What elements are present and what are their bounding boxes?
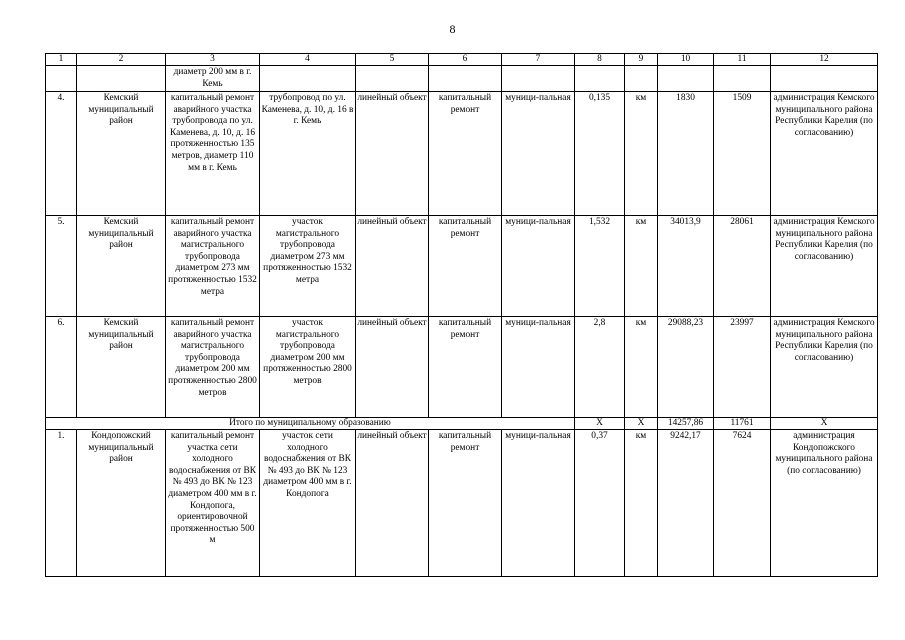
table-cell (625, 66, 658, 92)
work-cell: капитальный ремонт (429, 317, 502, 418)
work-cell: капитальный ремонт (429, 430, 502, 577)
table-cell (46, 66, 77, 92)
object-cell: трубопровод по ул. Каменева, д. 10, д. 16 в г. Кемь (260, 92, 356, 216)
table-cell (575, 66, 625, 92)
row-number: 1. (46, 430, 77, 577)
column-number: 2 (77, 54, 166, 66)
responsible-cell: администрация Кемского муниципального района Республики Карелия (по согласованию) (771, 92, 878, 216)
table-row (46, 317, 878, 418)
summary-cell: Х (575, 418, 625, 430)
ownership-cell: муници-пальная (502, 317, 575, 418)
table-row (46, 430, 878, 577)
column-number: 11 (714, 54, 771, 66)
ownership-cell: муници-пальная (502, 430, 575, 577)
length-cell: 2,8 (575, 317, 625, 418)
summary-cell: 11761 (714, 418, 771, 430)
table-cell: диаметр 200 мм в г. Кемь (166, 66, 260, 92)
continuation-row (46, 66, 878, 92)
column-number: 6 (429, 54, 502, 66)
table-cell (356, 66, 429, 92)
unit-cell: км (625, 92, 658, 216)
table-cell (502, 66, 575, 92)
row-number: 6. (46, 317, 77, 418)
district-cell: Кондопожский муниципальный район (77, 430, 166, 577)
table-cell (714, 66, 771, 92)
column-number: 9 (625, 54, 658, 66)
event-cell: капитальный ремонт аварийного участка магистрального трубопровода диаметром 200 мм протяженностью 2800 метров (166, 317, 260, 418)
event-cell: капитальный ремонт участка сети холодного водоснабжения от ВК № 493 до ВК № 123 диаметром 400 мм в г. Кондопога, ориентировочной протяженностью 500 м (166, 430, 260, 577)
district-cell: Кемский муниципальный район (77, 317, 166, 418)
column-number: 10 (658, 54, 714, 66)
unit-cell: км (625, 216, 658, 317)
type-cell: линейный объект (356, 92, 429, 216)
object-cell: участок магистрального трубопровода диаметром 273 мм протяженностью 1532 метра (260, 216, 356, 317)
cost-part-cell: 7624 (714, 430, 771, 577)
column-number: 8 (575, 54, 625, 66)
row-number: 5. (46, 216, 77, 317)
table-cell (77, 66, 166, 92)
responsible-cell: администрация Кемского муниципального района Республики Карелия (по согласованию) (771, 317, 878, 418)
ownership-cell: муници-пальная (502, 216, 575, 317)
responsible-cell: администрация Кондопожского муниципального района (по согласованию) (771, 430, 878, 577)
document-table (45, 53, 878, 577)
column-number: 5 (356, 54, 429, 66)
column-number: 12 (771, 54, 878, 66)
event-cell: капитальный ремонт аварийного участка трубопровода по ул. Каменева, д. 10, д. 16 протяженностью 135 метров, диаметр 110 мм в г. Кемь (166, 92, 260, 216)
type-cell: линейный объект (356, 317, 429, 418)
column-number: 1 (46, 54, 77, 66)
summary-cell: 14257,86 (658, 418, 714, 430)
table-cell (260, 66, 356, 92)
summary-cell: Х (771, 418, 878, 430)
type-cell: линейный объект (356, 216, 429, 317)
summary-cell: Х (625, 418, 658, 430)
unit-cell: км (625, 430, 658, 577)
object-cell: участок магистрального трубопровода диаметром 200 мм протяженностью 2800 метров (260, 317, 356, 418)
column-number: 3 (166, 54, 260, 66)
unit-cell: км (625, 317, 658, 418)
column-number-row (46, 54, 878, 66)
summary-row (46, 418, 878, 430)
cost-part-cell: 23997 (714, 317, 771, 418)
length-cell: 0,135 (575, 92, 625, 216)
district-cell: Кемский муниципальный район (77, 92, 166, 216)
cost-total-cell: 9242,17 (658, 430, 714, 577)
summary-label: Итого по муниципальному образованию (46, 418, 575, 430)
table-cell (658, 66, 714, 92)
cost-total-cell: 29088,23 (658, 317, 714, 418)
row-number: 4. (46, 92, 77, 216)
cost-total-cell: 1830 (658, 92, 714, 216)
district-cell: Кемский муниципальный район (77, 216, 166, 317)
column-number: 7 (502, 54, 575, 66)
column-number: 4 (260, 54, 356, 66)
table-row (46, 92, 878, 216)
table-cell (771, 66, 878, 92)
cost-total-cell: 34013,9 (658, 216, 714, 317)
type-cell: линейный объект (356, 430, 429, 577)
cost-part-cell: 28061 (714, 216, 771, 317)
cost-part-cell: 1509 (714, 92, 771, 216)
table-cell (429, 66, 502, 92)
work-cell: капитальный ремонт (429, 216, 502, 317)
work-cell: капитальный ремонт (429, 92, 502, 216)
responsible-cell: администрация Кемского муниципального района Республики Карелия (по согласованию) (771, 216, 878, 317)
table-row (46, 216, 878, 317)
ownership-cell: муници-пальная (502, 92, 575, 216)
object-cell: участок сети холодного водоснабжения от ВК № 493 до ВК № 123 диаметром 400 мм в г. Кондопога (260, 430, 356, 577)
page-number: 8 (449, 22, 456, 36)
length-cell: 0,37 (575, 430, 625, 577)
length-cell: 1,532 (575, 216, 625, 317)
event-cell: капитальный ремонт аварийного участка магистрального трубопровода диаметром 273 мм протяженностью 1532 метра (166, 216, 260, 317)
